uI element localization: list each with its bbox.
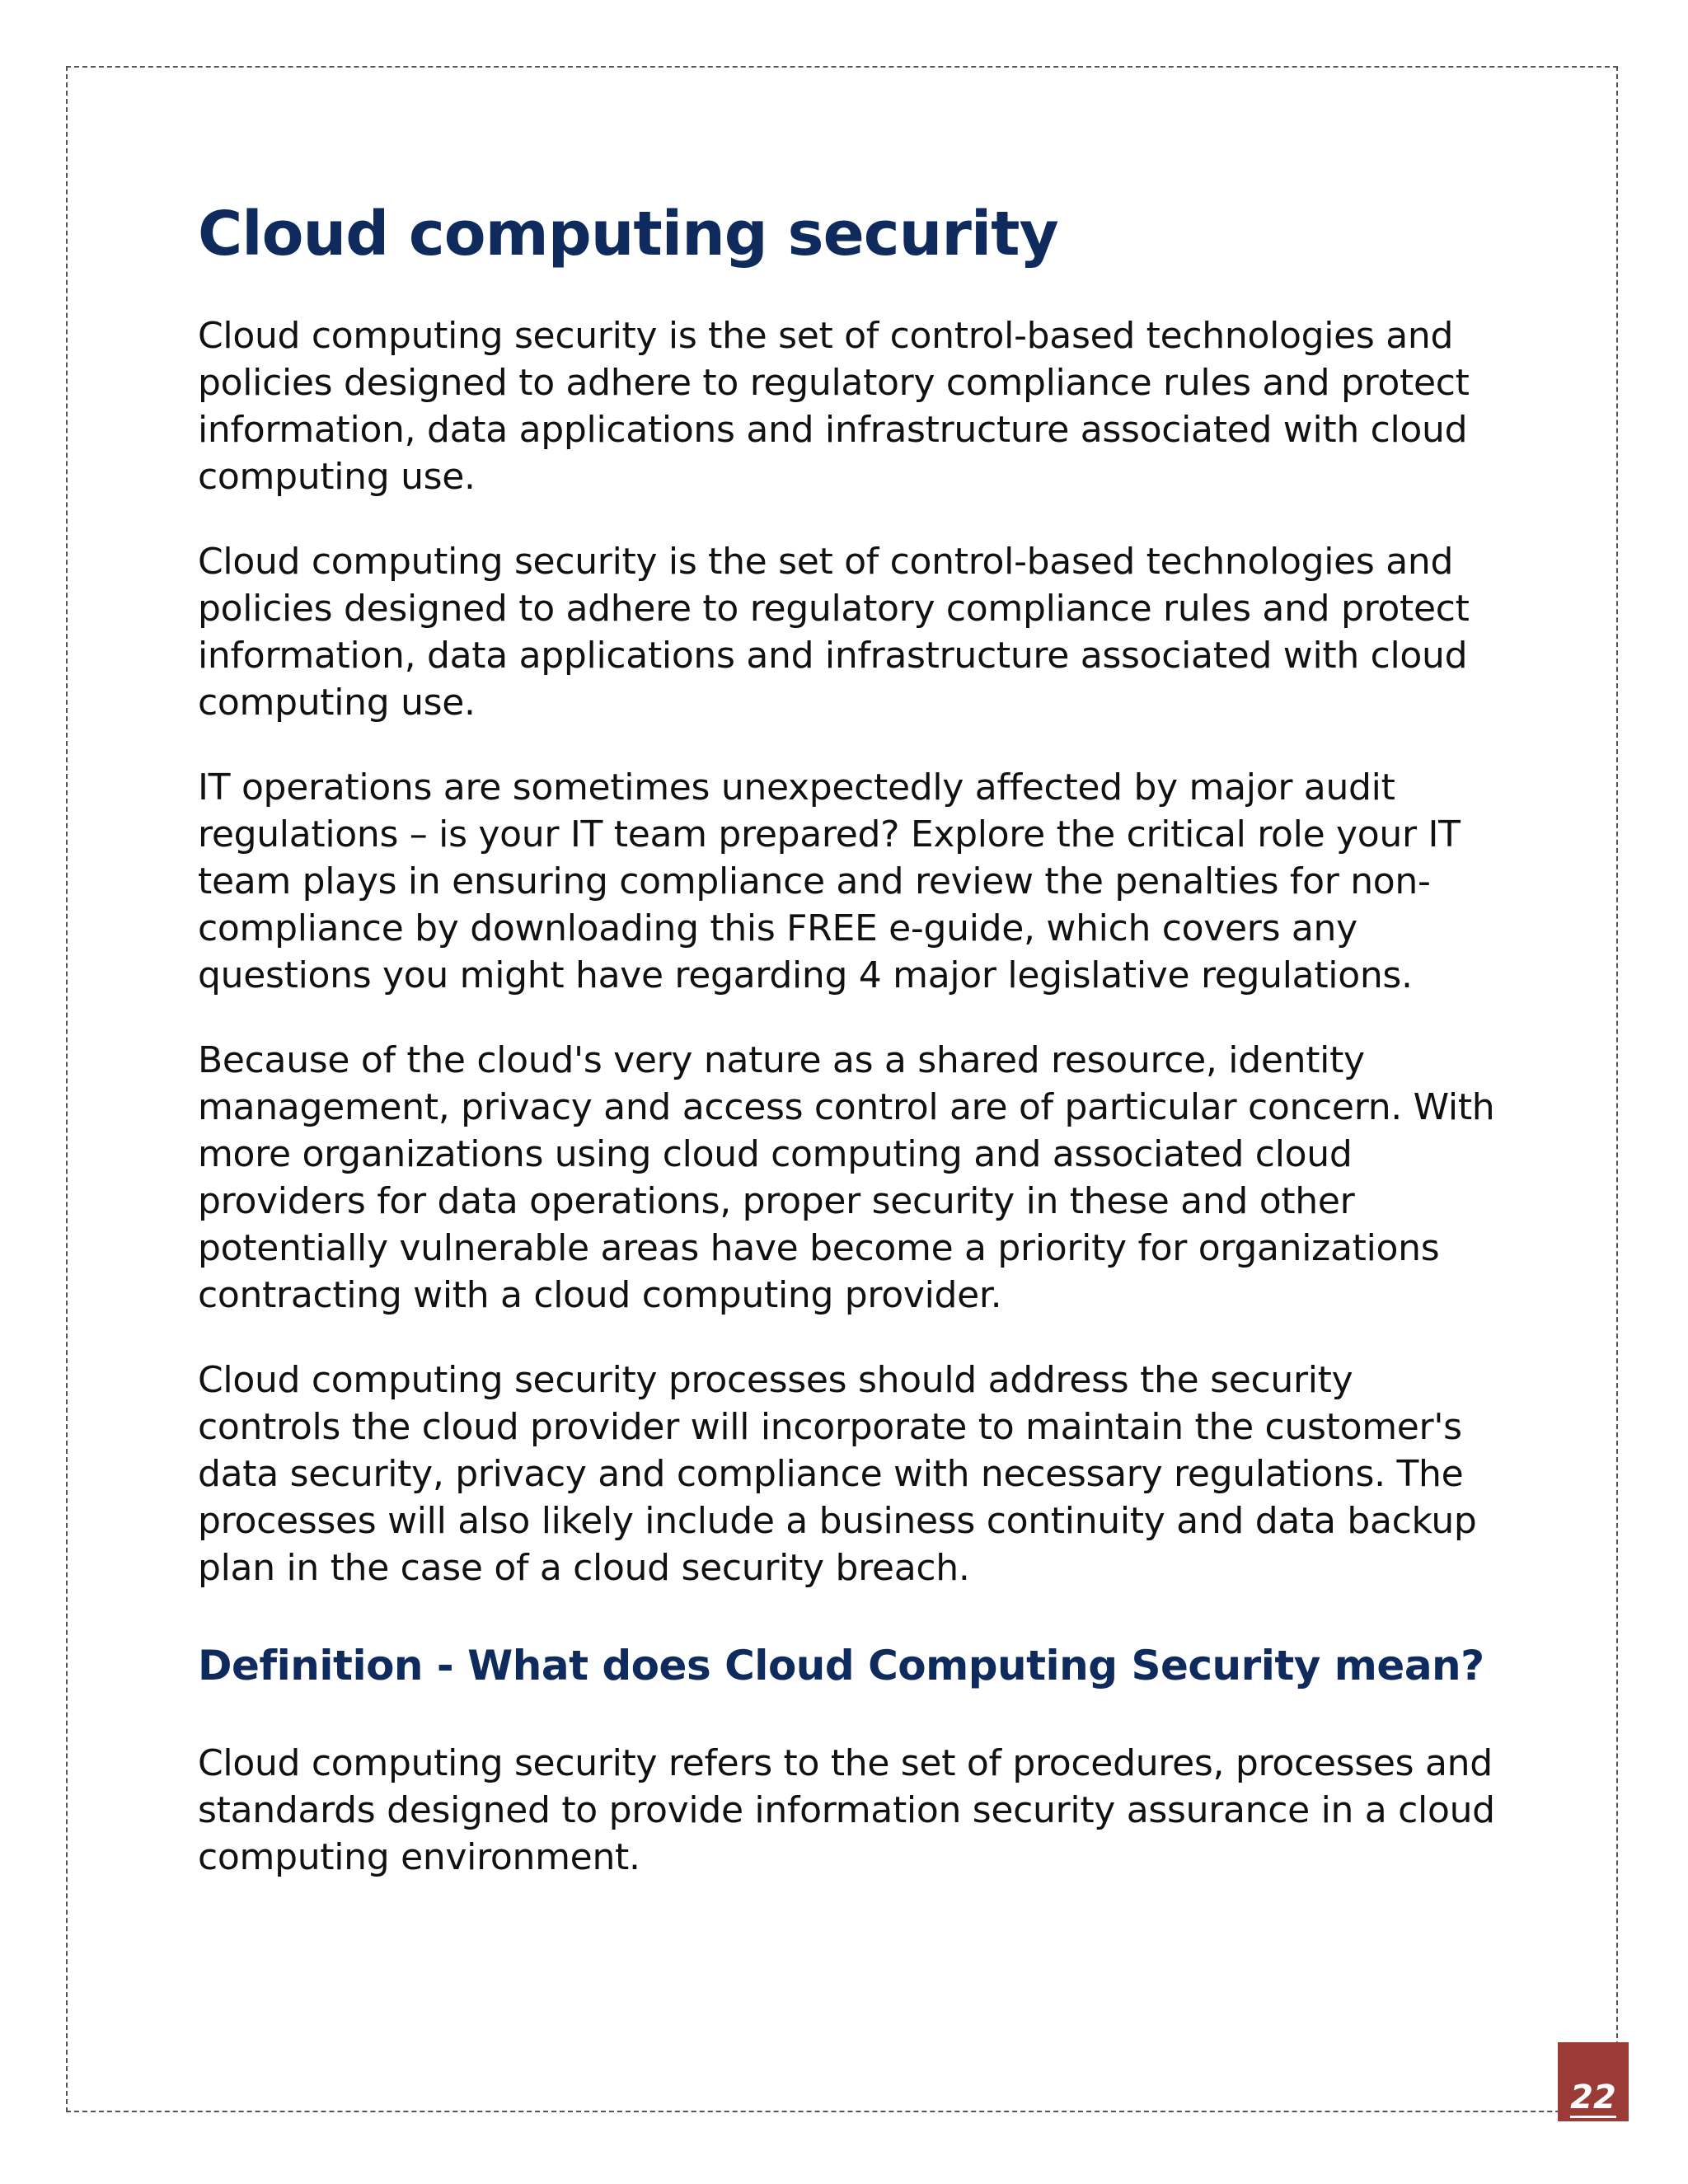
page-number: 22: [1570, 2079, 1616, 2116]
paragraph-4: Because of the cloud's very nature as a shared resource, identity management, privacy and access control are of particular concern. With more organizations using cloud computing and associated cloud providers for data operations, proper security in these and other potentially vulnerable areas have become a priority for organizations contracting with a cloud computing provider.: [198, 1038, 1495, 1316]
definition-paragraph: Cloud computing security refers to the set of procedures, processes and standards designed to provide information security assurance in a cloud computing environment.: [198, 1741, 1495, 1878]
paragraph-2: Cloud computing security is the set of control-based technologies and policies designed to adhere to regulatory compliance rules and protect information, data applications and infrastructure associated with cloud computing use.: [198, 540, 1470, 724]
paragraph-5: Cloud computing security processes should address the security controls the cloud provider will incorporate to maintain the customer's data security, privacy and compliance with necessary regulations. The processes will also likely include a business continuity and data backup plan in the case of a cloud security breach.: [198, 1358, 1477, 1589]
page-number-badge: [1558, 2042, 1629, 2121]
paragraph-3: IT operations are sometimes unexpectedly affected by major audit regulations – is your IT team prepared? Explore the critical role your IT team plays in ensuring compliance and review the penalties for non-compliance by downloading this FREE e-guide, which covers any questions you might have regarding 4 major legislative regulations.: [198, 766, 1461, 996]
section-heading-definition: Definition - What does Cloud Computing Security mean?: [198, 1641, 1484, 1690]
page-content: [198, 198, 1500, 1919]
paragraph-1: Cloud computing security is the set of control-based technologies and policies designed to adhere to regulatory compliance rules and protect information, data applications and infrastructure associated with cloud computing use.: [198, 314, 1470, 498]
page-title: Cloud computing security: [198, 199, 1058, 269]
